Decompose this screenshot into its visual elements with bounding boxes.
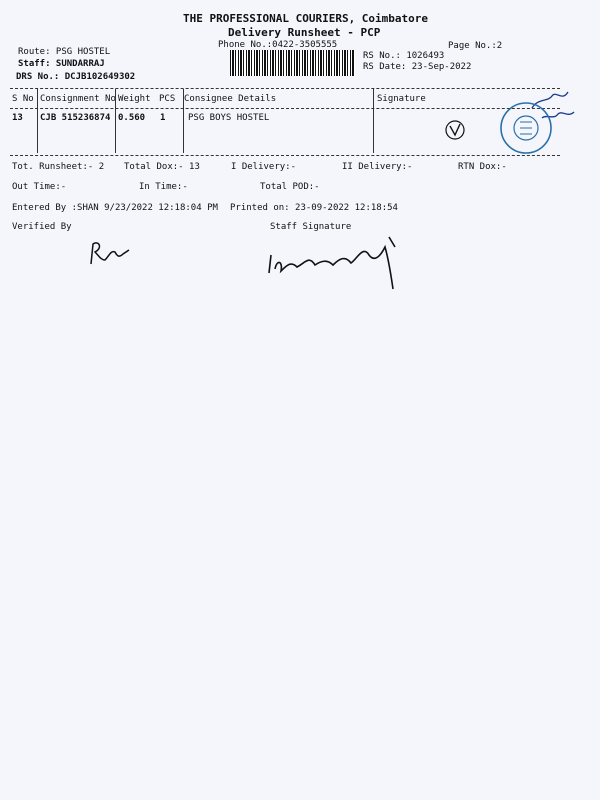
total-pod: Total POD:- <box>260 182 320 192</box>
drs-number: DRS No.: DCJB102649302 <box>16 72 136 82</box>
staff-signature-label: Staff Signature <box>270 222 352 232</box>
col-divider <box>37 89 38 153</box>
route-label: Route: PSG HOSTEL <box>18 47 111 57</box>
staff-label: Staff: SUNDARRAJ <box>18 59 105 69</box>
col-consignee: Consignee Details <box>184 94 277 104</box>
verifier-signature <box>85 238 135 273</box>
barcode <box>230 50 355 76</box>
col-weight: Weight <box>118 94 151 104</box>
col-divider <box>373 89 374 153</box>
col-consignment: Consignment No <box>40 94 116 104</box>
i-delivery: I Delivery:- <box>231 162 297 172</box>
table-header-divider <box>10 108 560 109</box>
row-consignee: PSG BOYS HOSTEL <box>188 113 270 123</box>
hostel-stamp <box>498 100 554 156</box>
row-consignment: CJB 515236874 <box>40 113 111 123</box>
ii-delivery: II Delivery:- <box>342 162 413 172</box>
rtn-dox: RTN Dox:- <box>458 162 507 172</box>
tot-runsheet: Tot. Runsheet:- 2 <box>12 162 105 172</box>
entered-by: Entered By :SHAN 9/23/2022 12:18:04 PM <box>12 203 218 213</box>
row-weight: 0.560 <box>118 113 146 123</box>
row-pcs: 1 <box>160 113 166 123</box>
verified-by-label: Verified By <box>12 222 72 232</box>
col-pcs: PCS <box>159 94 176 104</box>
out-time: Out Time:- <box>12 182 67 192</box>
phone-number: Phone No.:0422-3505555 <box>218 40 338 50</box>
receiver-initial-mark <box>440 115 470 145</box>
col-signature: Signature <box>377 94 426 104</box>
company-name: THE PROFESSIONAL COURIERS, Coimbatore <box>183 12 429 25</box>
col-divider <box>183 89 184 153</box>
rs-number: RS No.: 1026493 <box>363 51 445 61</box>
table-top-divider <box>10 88 560 89</box>
rs-date: RS Date: 23-Sep-2022 <box>363 62 472 72</box>
total-dox: Total Dox:- 13 <box>124 162 200 172</box>
staff-signature <box>265 225 415 295</box>
col-divider <box>115 89 116 153</box>
page-number: Page No.:2 <box>448 41 503 51</box>
document-title: Delivery Runsheet - PCP <box>228 26 381 39</box>
col-sno: S No <box>12 94 34 104</box>
row-sno: 13 <box>12 113 23 123</box>
printed-on: Printed on: 23-09-2022 12:18:54 <box>230 203 398 213</box>
in-time: In Time:- <box>139 182 188 192</box>
table-bottom-divider <box>10 155 560 156</box>
